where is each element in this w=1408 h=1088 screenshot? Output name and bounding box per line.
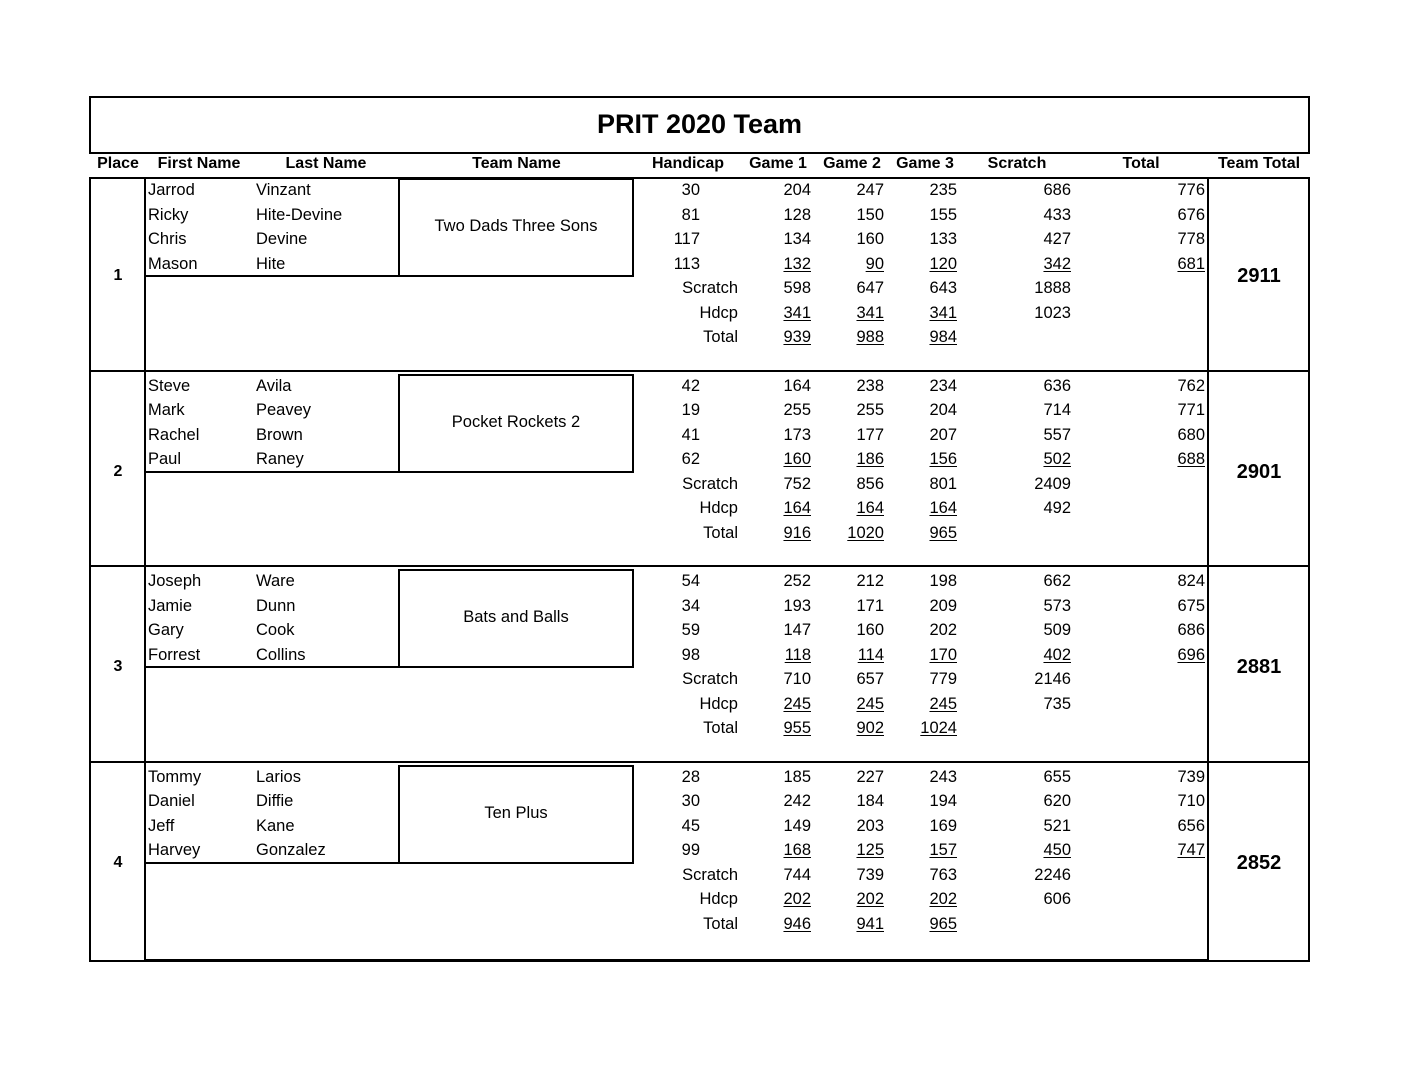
- hdcp-sum: 606: [1043, 890, 1071, 908]
- header-game1: Game 1: [749, 155, 807, 172]
- scratch-g2: 657: [856, 670, 884, 688]
- bowler-handicap: 30: [681, 792, 700, 810]
- bowler-handicap: 30: [681, 181, 700, 199]
- bowler-first: Daniel: [148, 792, 195, 810]
- total-g2: 941: [856, 914, 884, 933]
- scratch-label: Scratch: [682, 670, 738, 688]
- bowler-scratch: 636: [1043, 376, 1071, 395]
- total-g3: 1024: [920, 719, 957, 737]
- bowler-last: Raney: [256, 450, 304, 468]
- bowler-g3: 198: [929, 572, 957, 590]
- header-first-name: First Name: [157, 155, 241, 172]
- bowler-g1: 149: [783, 816, 811, 835]
- bowler-last: Kane: [256, 816, 295, 835]
- hdcp-g1: 341: [783, 303, 811, 322]
- team-name: Bats and Balls: [463, 608, 569, 626]
- bowler-g2: 160: [856, 621, 884, 639]
- bowler-last: Hite-Devine: [256, 205, 343, 224]
- bowler-first: Chris: [148, 230, 187, 248]
- bowler-total: 686: [1177, 621, 1205, 639]
- bowler-total: 762: [1177, 376, 1205, 395]
- scratch-sum: 1888: [1034, 279, 1071, 297]
- bowler-scratch: 521: [1043, 816, 1071, 835]
- bowler-g1: 193: [783, 596, 811, 615]
- bowler-scratch: 402: [1043, 645, 1071, 664]
- hdcp-g2: 164: [856, 499, 884, 517]
- hdcp-g2: 341: [856, 303, 884, 322]
- bowler-handicap: 62: [681, 450, 700, 468]
- bowler-g1: 168: [783, 841, 811, 859]
- bowler-g3: 169: [929, 816, 957, 835]
- bowler-g3: 204: [929, 401, 957, 419]
- header-total: Total: [1122, 155, 1160, 172]
- total-g1: 946: [783, 914, 811, 933]
- bowler-g2: 238: [856, 376, 884, 395]
- bowler-scratch: 342: [1043, 254, 1071, 273]
- scratch-g1: 744: [783, 865, 811, 884]
- bowler-first: Joseph: [148, 572, 202, 590]
- bowler-g2: 160: [856, 230, 884, 248]
- header-team-total: Team Total: [1217, 155, 1301, 172]
- team-name: Two Dads Three Sons: [434, 217, 598, 235]
- team-total: 2852: [1236, 851, 1282, 874]
- team-total: 2881: [1236, 656, 1282, 678]
- scratch-sum: 2409: [1034, 474, 1071, 493]
- bowler-handicap: 34: [681, 596, 700, 615]
- bowler-g2: 177: [856, 425, 884, 444]
- bowler-g3: 133: [929, 230, 957, 248]
- bowler-first: Mark: [148, 401, 185, 419]
- bowler-handicap: 59: [681, 621, 700, 639]
- bowler-last: Larios: [256, 767, 301, 786]
- bowler-total: 681: [1177, 254, 1205, 273]
- total-g1: 916: [783, 523, 811, 542]
- hdcp-sum: 1023: [1034, 303, 1071, 322]
- place-column-border: [89, 177, 146, 962]
- scratch-g3: 643: [929, 279, 957, 297]
- bowler-g1: 173: [783, 425, 811, 444]
- bowler-first: Forrest: [148, 645, 201, 664]
- bowler-g2: 114: [857, 645, 884, 664]
- bowler-g1: 242: [783, 792, 811, 810]
- bowler-g1: 132: [783, 254, 811, 273]
- bowler-scratch: 573: [1043, 596, 1071, 615]
- total-g2: 1020: [847, 523, 884, 542]
- hdcp-sum: 735: [1043, 694, 1071, 713]
- team-name: Pocket Rockets 2: [451, 412, 581, 431]
- bowler-scratch: 714: [1043, 401, 1071, 419]
- bowler-handicap: 54: [681, 572, 700, 590]
- hdcp-g1: 202: [783, 890, 811, 908]
- place-number: 3: [113, 658, 123, 675]
- team-separator: [89, 565, 1310, 567]
- scratch-g1: 752: [783, 474, 811, 493]
- bowler-g2: 125: [856, 841, 884, 859]
- scratch-g2: 739: [856, 865, 884, 884]
- bowler-g1: 204: [783, 181, 811, 199]
- scratch-sum: 2146: [1034, 670, 1071, 688]
- total-g3: 965: [929, 523, 957, 542]
- hdcp-label: Hdcp: [699, 890, 738, 908]
- bowler-total: 771: [1177, 401, 1205, 419]
- bowler-handicap: 98: [681, 645, 700, 664]
- bowler-last: Ware: [256, 572, 295, 590]
- bowler-total: 680: [1177, 425, 1205, 444]
- bowler-handicap: 19: [681, 401, 700, 419]
- bowler-g2: 203: [856, 816, 884, 835]
- header-scratch: Scratch: [987, 155, 1047, 172]
- place-number: 1: [113, 267, 123, 284]
- scratch-g3: 763: [929, 865, 957, 884]
- hdcp-g2: 245: [856, 694, 884, 713]
- bowler-scratch: 686: [1043, 181, 1071, 199]
- bowler-g2: 150: [856, 205, 884, 224]
- bowler-scratch: 655: [1043, 767, 1071, 786]
- bowler-g3: 170: [929, 645, 957, 664]
- header-last-name: Last Name: [285, 155, 367, 172]
- hdcp-g2: 202: [856, 890, 884, 908]
- bowler-total: 824: [1177, 572, 1205, 590]
- hdcp-label: Hdcp: [699, 694, 738, 713]
- bowler-first: Jeff: [148, 816, 175, 835]
- bowler-handicap: 81: [681, 205, 700, 224]
- bowler-g3: 243: [929, 767, 957, 786]
- bowler-last: Hite: [256, 254, 286, 273]
- bowler-g1: 134: [783, 230, 811, 248]
- bowler-total: 696: [1177, 645, 1205, 664]
- bowler-last: Brown: [256, 425, 303, 444]
- total-label: Total: [703, 328, 738, 346]
- hdcp-g3: 245: [929, 694, 957, 713]
- bowler-last: Diffie: [256, 792, 294, 810]
- bowler-handicap: 113: [673, 254, 700, 273]
- bowler-g2: 171: [856, 596, 884, 615]
- place-number: 2: [113, 462, 123, 480]
- bowler-last: Gonzalez: [256, 841, 326, 859]
- hdcp-g3: 341: [929, 303, 957, 322]
- bowler-g2: 186: [856, 450, 884, 468]
- bowler-g2: 212: [856, 572, 884, 590]
- bowler-g2: 90: [865, 254, 884, 273]
- total-label: Total: [703, 523, 738, 542]
- bowler-first: Steve: [148, 376, 191, 395]
- team-separator: [89, 370, 1310, 372]
- scratch-g2: 647: [856, 279, 884, 297]
- bowler-last: Devine: [256, 230, 308, 248]
- bowler-g1: 118: [784, 645, 811, 664]
- bowler-scratch: 433: [1043, 205, 1071, 224]
- bowler-g3: 120: [929, 254, 957, 273]
- header-game3: Game 3: [896, 155, 954, 172]
- bowler-first: Mason: [148, 254, 198, 273]
- team-total-column-border: [1207, 177, 1310, 962]
- hdcp-label: Hdcp: [699, 499, 738, 517]
- bowler-g1: 147: [783, 621, 811, 639]
- bowler-total: 776: [1177, 181, 1205, 199]
- scratch-label: Scratch: [682, 474, 738, 493]
- bowler-first: Ricky: [148, 205, 189, 224]
- bowler-g3: 194: [929, 792, 957, 810]
- total-label: Total: [703, 914, 738, 933]
- team-separator: [89, 761, 1310, 763]
- bowler-total: 739: [1177, 767, 1205, 786]
- bowler-first: Paul: [148, 450, 182, 468]
- hdcp-g1: 245: [783, 694, 811, 713]
- bowler-last: Dunn: [256, 596, 296, 615]
- hdcp-g3: 164: [929, 499, 957, 517]
- bowler-g1: 128: [783, 205, 811, 224]
- bowler-total: 688: [1177, 450, 1205, 468]
- header-handicap: Handicap: [651, 155, 724, 172]
- hdcp-label: Hdcp: [699, 303, 738, 322]
- bowler-last: Vinzant: [256, 181, 311, 199]
- bowler-total: 747: [1177, 841, 1205, 859]
- bowler-total: 778: [1177, 230, 1205, 248]
- bowler-g2: 227: [856, 767, 884, 786]
- bowler-g2: 184: [856, 792, 884, 810]
- total-g3: 984: [929, 328, 957, 346]
- bowler-g3: 207: [929, 425, 957, 444]
- bowler-last: Avila: [256, 376, 292, 395]
- team-total: 2911: [1237, 265, 1281, 287]
- bowler-last: Collins: [256, 645, 306, 664]
- scratch-g3: 801: [929, 474, 957, 493]
- total-g2: 988: [856, 328, 884, 346]
- bowler-g3: 234: [929, 376, 957, 395]
- bowler-first: Tommy: [148, 767, 202, 786]
- header-game2: Game 2: [823, 155, 881, 172]
- bowler-g2: 255: [856, 401, 884, 419]
- bowler-scratch: 557: [1043, 425, 1071, 444]
- bowler-last: Cook: [256, 621, 295, 639]
- hdcp-g3: 202: [929, 890, 957, 908]
- bowler-g3: 202: [929, 621, 957, 639]
- bowler-g1: 255: [783, 401, 811, 419]
- team-name: Ten Plus: [484, 803, 548, 822]
- bowler-g1: 164: [783, 376, 811, 395]
- bowler-last: Peavey: [256, 401, 312, 419]
- total-g1: 939: [783, 328, 811, 346]
- bowler-g2: 247: [856, 181, 884, 199]
- bowler-first: Gary: [148, 621, 184, 639]
- bowler-handicap: 28: [681, 767, 700, 786]
- scratch-label: Scratch: [682, 279, 738, 297]
- scratch-g2: 856: [856, 474, 884, 493]
- total-g3: 965: [929, 914, 957, 933]
- bowler-scratch: 662: [1043, 572, 1071, 590]
- scratch-g3: 779: [929, 670, 957, 688]
- place-number: 4: [113, 853, 123, 871]
- scratch-g1: 710: [783, 670, 811, 688]
- bowler-g1: 185: [783, 767, 811, 786]
- bowler-total: 656: [1177, 816, 1205, 835]
- bowler-total: 676: [1177, 205, 1205, 224]
- team-total: 2901: [1236, 460, 1282, 483]
- bowler-g1: 252: [783, 572, 811, 590]
- bowler-g3: 156: [929, 450, 957, 468]
- bowler-g3: 155: [929, 205, 957, 224]
- bowler-first: Jamie: [148, 596, 193, 615]
- bowler-first: Jarrod: [148, 181, 195, 199]
- scratch-g1: 598: [783, 279, 811, 297]
- header-team-name: Team Name: [472, 155, 561, 172]
- bowler-handicap: 45: [681, 816, 700, 835]
- bowler-total: 710: [1177, 792, 1205, 810]
- total-g2: 902: [856, 719, 884, 737]
- bowler-scratch: 509: [1043, 621, 1071, 639]
- bowler-handicap: 99: [681, 841, 700, 859]
- bowler-first: Harvey: [148, 841, 201, 859]
- bowler-handicap: 117: [673, 230, 700, 248]
- bowler-scratch: 502: [1043, 450, 1071, 468]
- scratch-sum: 2246: [1034, 865, 1071, 884]
- total-g1: 955: [783, 719, 811, 737]
- bowler-g3: 209: [929, 596, 957, 615]
- bowler-total: 675: [1177, 596, 1205, 615]
- bowler-scratch: 620: [1043, 792, 1071, 810]
- bowler-first: Rachel: [148, 425, 200, 444]
- hdcp-sum: 492: [1043, 499, 1071, 517]
- bowler-handicap: 42: [681, 376, 700, 395]
- bowler-g3: 157: [929, 841, 957, 859]
- hdcp-g1: 164: [783, 499, 811, 517]
- page-title: PRIT 2020 Team: [596, 109, 803, 139]
- total-label: Total: [703, 719, 738, 737]
- bowler-handicap: 41: [681, 425, 700, 444]
- bowler-g3: 235: [929, 181, 957, 199]
- bowler-scratch: 427: [1043, 230, 1071, 248]
- bowler-g1: 160: [783, 450, 811, 468]
- header-place: Place: [97, 155, 139, 172]
- scratch-label: Scratch: [682, 865, 738, 884]
- bowler-scratch: 450: [1043, 841, 1071, 859]
